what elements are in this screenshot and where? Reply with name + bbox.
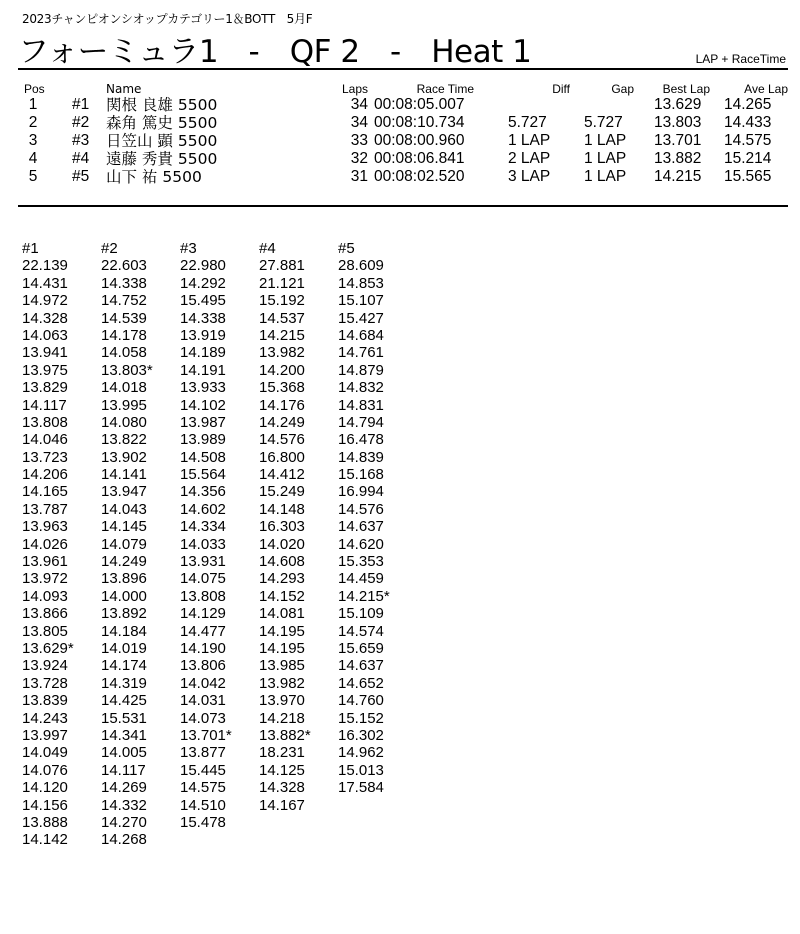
lap-time-cell: 14.005 — [101, 744, 147, 762]
lap-time-cell: 14.760 — [338, 692, 384, 710]
lap-time-cell: 14.853 — [338, 274, 384, 292]
lap-time-cell: 14.063 — [22, 326, 68, 344]
lap-time-cell: 13.723 — [22, 448, 68, 466]
lap-time-cell: 13.972 — [22, 570, 68, 588]
lap-time-cell: 13.805 — [22, 622, 68, 640]
lap-time-cell: 14.574 — [338, 622, 384, 640]
lap-time-cell: 13.629* — [22, 639, 74, 657]
lap-time-cell: 14.145 — [101, 518, 147, 536]
lap-time-cell: 22.980 — [180, 257, 226, 275]
result-pos: 4 — [28, 150, 38, 167]
lap-time-cell: 13.961 — [22, 553, 68, 571]
lap-time-cell: 13.808 — [180, 587, 226, 605]
lap-time-cell: 14.684 — [338, 326, 384, 344]
lap-time-cell: 15.564 — [180, 466, 226, 484]
col-pos-header: Pos — [24, 82, 45, 96]
lap-time-cell: 14.080 — [101, 413, 147, 431]
result-kart-no: #4 — [72, 150, 90, 167]
result-best-lap: 14.215 — [654, 168, 702, 185]
lap-time-cell: 14.019 — [101, 639, 147, 657]
result-driver-name: 森角 篤史 5500 — [106, 114, 218, 132]
lap-time-cell: 14.338 — [180, 309, 226, 327]
lap-time-cell: 13.963 — [22, 518, 68, 536]
lap-time-cell: 14.575 — [180, 779, 226, 797]
lap-time-cell: 13.803* — [101, 361, 153, 379]
lap-time-cell: 14.129 — [180, 605, 226, 623]
lap-time-cell: 13.896 — [101, 570, 147, 588]
lap-col-header: #1 — [22, 240, 39, 257]
lap-time-cell: 14.338 — [101, 274, 147, 292]
result-gap: 1 LAP — [584, 150, 627, 167]
lap-time-cell: 15.368 — [259, 379, 305, 397]
lap-time-cell: 15.495 — [180, 292, 226, 310]
result-gap: 1 LAP — [584, 168, 627, 185]
lap-time-cell: 15.249 — [259, 483, 305, 501]
lap-time-cell: 14.079 — [101, 535, 147, 553]
timing-mode-label: LAP + RaceTime — [695, 52, 786, 66]
result-ave-lap: 14.265 — [724, 96, 772, 113]
lap-time-cell: 14.049 — [22, 744, 68, 762]
lap-time-cell: 15.478 — [180, 813, 226, 831]
table-row — [18, 114, 788, 132]
page-title: フォーミュラ1 - QF 2 - Heat 1 — [18, 34, 532, 70]
lap-time-cell: 14.184 — [101, 622, 147, 640]
lap-time-cell: 13.888 — [22, 813, 68, 831]
result-laps: 34 — [350, 96, 368, 113]
lap-time-cell: 14.356 — [180, 483, 226, 501]
col-gap-header: Gap — [611, 82, 634, 96]
lap-time-cell: 14.652 — [338, 674, 384, 692]
result-driver-name: 山下 祐 5500 — [106, 168, 202, 186]
lap-time-cell: 15.427 — [338, 309, 384, 327]
result-driver-name: 遠藤 秀貴 5500 — [106, 150, 218, 168]
lap-time-cell: 16.303 — [259, 518, 305, 536]
table-row — [18, 150, 788, 168]
lap-time-cell: 13.728 — [22, 674, 68, 692]
lap-time-cell: 17.584 — [338, 779, 384, 797]
lap-time-cell: 14.174 — [101, 657, 147, 675]
result-driver-name: 日笠山 顕 5500 — [106, 132, 218, 150]
lap-time-cell: 14.334 — [180, 518, 226, 536]
series-label: 2023チャンピオンシオップカテゴリー1＆BOTT 5月F — [22, 12, 313, 26]
lap-time-cell: 14.620 — [338, 535, 384, 553]
result-pos: 3 — [28, 132, 38, 149]
lap-time-cell: 14.608 — [259, 553, 305, 571]
lap-col-header: #3 — [180, 240, 197, 257]
lap-time-cell: 14.031 — [180, 692, 226, 710]
lap-time-cell: 14.046 — [22, 431, 68, 449]
lap-time-cell: 14.176 — [259, 396, 305, 414]
lap-time-cell: 13.806 — [180, 657, 226, 675]
lap-time-cell: 14.152 — [259, 587, 305, 605]
lap-time-cell: 14.081 — [259, 605, 305, 623]
results-table — [18, 82, 788, 186]
lap-time-cell: 15.109 — [338, 605, 384, 623]
lap-time-cell: 15.168 — [338, 466, 384, 484]
lap-time-cell: 13.997 — [22, 726, 68, 744]
lap-time-cell: 18.231 — [259, 744, 305, 762]
lap-time-cell: 14.425 — [101, 692, 147, 710]
lap-time-cell: 13.970 — [259, 692, 305, 710]
result-best-lap: 13.803 — [654, 114, 702, 131]
lap-time-cell: 14.332 — [101, 796, 147, 814]
lap-time-cell: 14.328 — [22, 309, 68, 327]
lap-time-cell: 13.931 — [180, 553, 226, 571]
lap-time-cell: 14.292 — [180, 274, 226, 292]
lap-time-cell: 15.013 — [338, 761, 384, 779]
lap-time-cell: 14.142 — [22, 831, 68, 849]
result-kart-no: #5 — [72, 168, 90, 185]
result-diff: 2 LAP — [508, 150, 551, 167]
col-best-lap-header: Best Lap — [662, 82, 710, 96]
lap-time-cell: 14.200 — [259, 361, 305, 379]
lap-time-cell: 14.459 — [338, 570, 384, 588]
col-name-header: Name — [106, 82, 142, 96]
result-laps: 34 — [350, 114, 368, 131]
lap-time-cell: 14.431 — [22, 274, 68, 292]
lap-time-cell: 13.882* — [259, 726, 311, 744]
lap-time-cell: 14.148 — [259, 500, 305, 518]
lap-time-cell: 14.269 — [101, 779, 147, 797]
lap-time-cell: 13.829 — [22, 379, 68, 397]
lap-time-cell: 13.787 — [22, 500, 68, 518]
result-best-lap: 13.701 — [654, 132, 702, 149]
lap-time-cell: 14.026 — [22, 535, 68, 553]
lap-time-cell: 14.839 — [338, 448, 384, 466]
lap-time-cell: 13.822 — [101, 431, 147, 449]
result-race-time: 00:08:10.734 — [374, 114, 465, 131]
lap-time-cell: 14.962 — [338, 744, 384, 762]
lap-time-cell: 14.249 — [259, 413, 305, 431]
lap-time-cell: 14.879 — [338, 361, 384, 379]
lap-time-cell: 15.445 — [180, 761, 226, 779]
lap-time-cell: 14.018 — [101, 379, 147, 397]
lap-time-cell: 14.195 — [259, 639, 305, 657]
lap-time-cell: 14.215* — [338, 587, 390, 605]
lap-time-cell: 14.831 — [338, 396, 384, 414]
result-laps: 32 — [350, 150, 368, 167]
result-best-lap: 13.629 — [654, 96, 702, 113]
lap-time-cell: 14.218 — [259, 709, 305, 727]
lap-time-cell: 14.117 — [22, 396, 67, 414]
lap-time-cell: 14.073 — [180, 709, 226, 727]
lap-time-cell: 16.994 — [338, 483, 384, 501]
lap-time-cell: 14.195 — [259, 622, 305, 640]
lap-time-cell: 27.881 — [259, 257, 305, 275]
lap-time-cell: 13.995 — [101, 396, 147, 414]
lap-time-cell: 15.353 — [338, 553, 384, 571]
lap-time-cell: 14.167 — [259, 796, 305, 814]
lap-time-cell: 14.156 — [22, 796, 68, 814]
result-driver-name: 関根 良雄 5500 — [106, 96, 218, 114]
result-ave-lap: 15.565 — [724, 168, 772, 185]
lap-time-cell: 14.206 — [22, 466, 68, 484]
lap-time-cell: 13.877 — [180, 744, 226, 762]
result-kart-no: #3 — [72, 132, 90, 149]
lap-time-cell: 14.117 — [101, 761, 146, 779]
result-kart-no: #2 — [72, 114, 90, 131]
col-diff-header: Diff — [552, 82, 570, 96]
result-race-time: 00:08:00.960 — [374, 132, 465, 149]
lap-time-cell: 14.058 — [101, 344, 147, 362]
result-gap: 1 LAP — [584, 132, 627, 149]
lap-time-cell: 13.982 — [259, 674, 305, 692]
lap-time-cell: 13.919 — [180, 326, 226, 344]
lap-time-cell: 13.975 — [22, 361, 68, 379]
result-diff: 5.727 — [508, 114, 547, 131]
lap-time-cell: 14.120 — [22, 779, 68, 797]
result-pos: 2 — [28, 114, 38, 131]
lap-time-cell: 13.924 — [22, 657, 68, 675]
lap-time-cell: 14.249 — [101, 553, 147, 571]
lap-time-cell: 13.892 — [101, 605, 147, 623]
lap-time-cell: 14.191 — [180, 361, 226, 379]
result-best-lap: 13.882 — [654, 150, 702, 167]
lap-time-cell: 16.302 — [338, 726, 384, 744]
lap-time-cell: 14.752 — [101, 292, 147, 310]
result-kart-no: #1 — [72, 96, 90, 113]
result-ave-lap: 15.214 — [724, 150, 772, 167]
lap-time-cell: 16.800 — [259, 448, 305, 466]
result-race-time: 00:08:02.520 — [374, 168, 465, 185]
lap-time-cell: 21.121 — [259, 274, 305, 292]
lap-time-cell: 14.794 — [338, 413, 384, 431]
result-pos: 5 — [28, 168, 38, 185]
lap-col-header: #2 — [101, 240, 118, 257]
lap-time-cell: 14.341 — [101, 726, 147, 744]
lap-time-cell: 22.139 — [22, 257, 68, 275]
lap-time-cell: 14.637 — [338, 518, 384, 536]
lap-time-cell: 15.152 — [338, 709, 384, 727]
lap-time-cell: 16.478 — [338, 431, 384, 449]
lap-time-cell: 13.989 — [180, 431, 226, 449]
table-row — [18, 132, 788, 150]
lap-time-cell: 14.637 — [338, 657, 384, 675]
lap-time-cell: 14.539 — [101, 309, 147, 327]
lap-time-cell: 14.328 — [259, 779, 305, 797]
lap-time-cell: 14.576 — [259, 431, 305, 449]
result-race-time: 00:08:06.841 — [374, 150, 465, 167]
result-laps: 31 — [350, 168, 368, 185]
bottom-divider — [18, 205, 788, 207]
lap-time-cell: 14.043 — [101, 500, 147, 518]
lap-time-cell: 14.268 — [101, 831, 147, 849]
lap-time-cell: 13.941 — [22, 344, 68, 362]
lap-time-cell: 13.987 — [180, 413, 226, 431]
lap-time-cell: 13.866 — [22, 605, 68, 623]
lap-time-cell: 15.659 — [338, 639, 384, 657]
lap-time-cell: 13.839 — [22, 692, 68, 710]
result-diff: 1 LAP — [508, 132, 551, 149]
lap-time-cell: 14.319 — [101, 674, 147, 692]
col-ave-lap-header: Ave Lap — [744, 82, 788, 96]
lap-time-cell: 13.808 — [22, 413, 68, 431]
result-gap: 5.727 — [584, 114, 623, 131]
result-ave-lap: 14.433 — [724, 114, 772, 131]
lap-time-cell: 14.477 — [180, 622, 226, 640]
lap-time-cell: 15.531 — [101, 709, 147, 727]
result-pos: 1 — [28, 96, 38, 113]
result-diff: 3 LAP — [508, 168, 551, 185]
lap-time-cell: 13.902 — [101, 448, 147, 466]
table-row — [18, 168, 788, 186]
results-header-row — [18, 82, 788, 96]
lap-time-cell: 14.537 — [259, 309, 305, 327]
lap-time-cell: 14.020 — [259, 535, 305, 553]
result-race-time: 00:08:05.007 — [374, 96, 465, 113]
lap-time-cell: 14.293 — [259, 570, 305, 588]
lap-time-cell: 14.102 — [180, 396, 226, 414]
lap-time-cell: 14.972 — [22, 292, 68, 310]
lap-time-cell: 13.701* — [180, 726, 232, 744]
lap-time-cell: 28.609 — [338, 257, 384, 275]
col-laps-header: Laps — [341, 82, 368, 96]
lap-time-cell: 22.603 — [101, 257, 147, 275]
lap-time-cell: 13.933 — [180, 379, 226, 397]
lap-time-cell: 13.947 — [101, 483, 147, 501]
lap-time-cell: 14.076 — [22, 761, 68, 779]
result-ave-lap: 14.575 — [724, 132, 772, 149]
lap-time-cell: 13.985 — [259, 657, 305, 675]
lap-time-cell: 15.192 — [259, 292, 305, 310]
lap-time-cell: 14.576 — [338, 500, 384, 518]
lap-time-cell: 14.042 — [180, 674, 226, 692]
lap-time-cell: 14.165 — [22, 483, 68, 501]
top-divider — [18, 68, 788, 70]
lap-time-cell: 14.508 — [180, 448, 226, 466]
lap-time-cell: 14.412 — [259, 466, 305, 484]
lap-time-cell: 15.107 — [338, 292, 384, 310]
lap-time-cell: 13.982 — [259, 344, 305, 362]
lap-time-cell: 14.270 — [101, 813, 147, 831]
lap-col-header: #5 — [338, 240, 355, 257]
lap-time-cell: 14.141 — [101, 466, 147, 484]
lap-time-cell: 14.510 — [180, 796, 226, 814]
lap-time-cell: 14.190 — [180, 639, 226, 657]
lap-time-cell: 14.602 — [180, 500, 226, 518]
lap-time-cell: 14.243 — [22, 709, 68, 727]
result-laps: 33 — [350, 132, 368, 149]
table-row — [18, 96, 788, 114]
lap-time-cell: 14.033 — [180, 535, 226, 553]
lap-time-cell: 14.189 — [180, 344, 226, 362]
lap-time-cell: 14.178 — [101, 326, 147, 344]
lap-time-cell: 14.093 — [22, 587, 68, 605]
lap-time-cell: 14.000 — [101, 587, 147, 605]
lap-col-header: #4 — [259, 240, 276, 257]
lap-time-cell: 14.125 — [259, 761, 305, 779]
lap-time-cell: 14.761 — [338, 344, 384, 362]
lap-time-cell: 14.832 — [338, 379, 384, 397]
lap-time-cell: 14.075 — [180, 570, 226, 588]
col-race-time-header: Race Time — [416, 82, 474, 96]
lap-time-cell: 14.215 — [259, 326, 305, 344]
